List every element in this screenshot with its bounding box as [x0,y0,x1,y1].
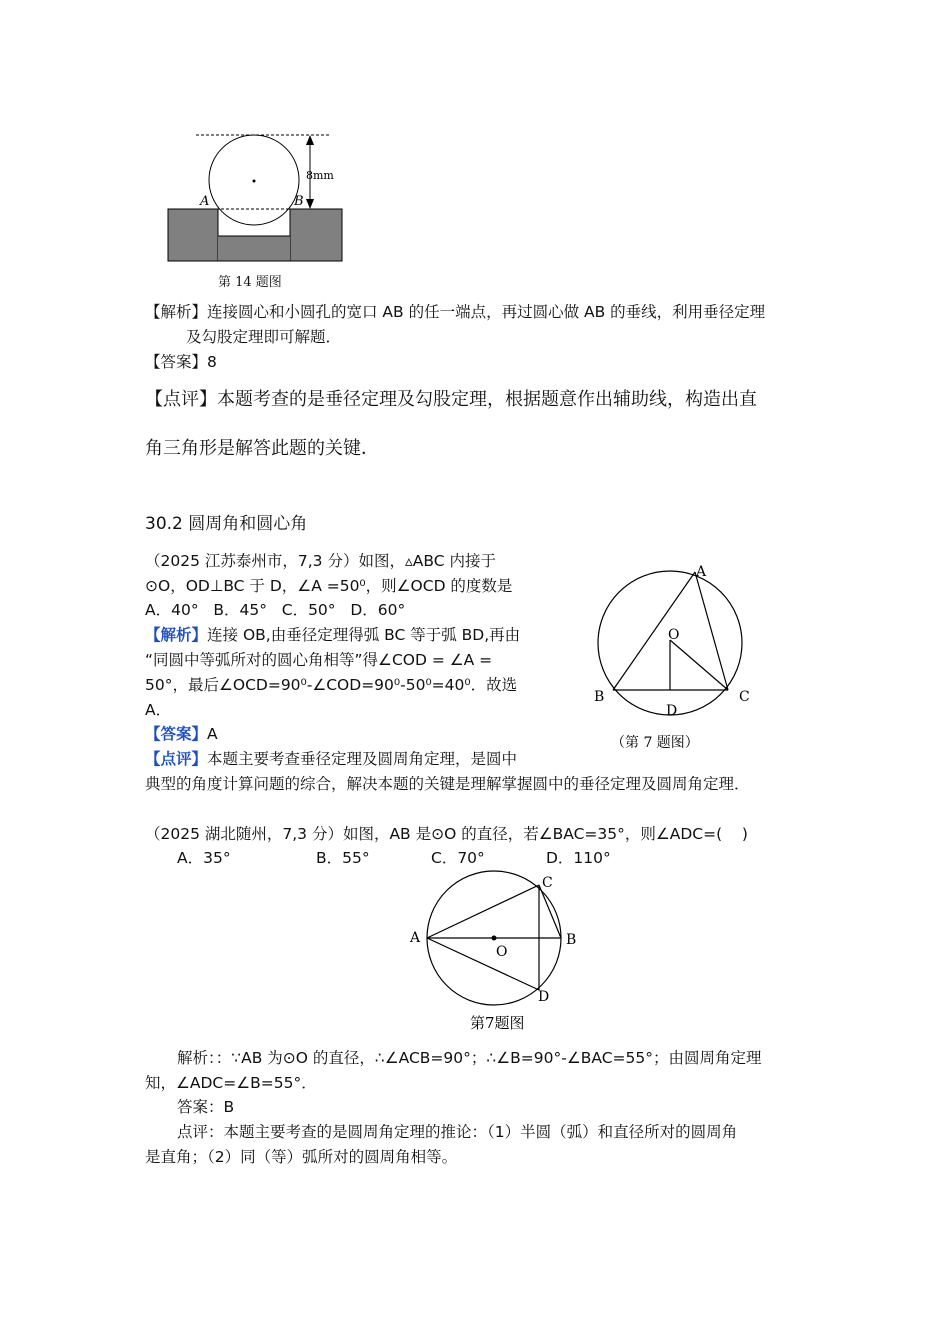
q7b-option-a: A．35° [177,849,231,867]
label-a: A [696,564,707,580]
analysis-tag: 【解析】 [145,626,208,644]
label-b: B [594,689,605,705]
figure-14-caption: 第 14 题图 [218,275,282,290]
q7a-stem-line-2: ⊙O，OD⊥BC 于 D，∠A =50⁰，则∠OCD 的度数是 [145,577,513,595]
answer-value: A [207,725,218,743]
comment-text: 本题主要考查垂径定理及圆周角定理，是圆中 [207,750,518,768]
label-b: B [566,932,577,948]
figure-7a-caption: （第 7 题图） [611,735,699,751]
q7a-analysis-line-1 [145,624,520,646]
q7b-option-c: C．70° [431,849,485,867]
q7b-stem: （2025 湖北随州，7,3 分）如图，AB 是⊙O 的直径，若∠BAC=35°，则∠ADC=( ) [145,825,748,843]
block-left [168,209,218,261]
q7b-analysis-cont: 知，∠ADC=∠B=55°． [145,1074,317,1092]
figure-14-diagram [160,125,360,265]
circle-center-dot [253,180,256,183]
q7a-answer [145,723,218,745]
q7a-comment [145,748,517,770]
q7b-comment: 点评：本题主要考查的是圆周角定理的推论：（1）半圆（弧）和直径所对的圆周角 [177,1123,738,1141]
block-bottom [218,235,290,261]
q14-analysis-cont: 及勾股定理即可解题． [186,328,342,346]
label-b: B [294,194,304,209]
dim-label: 8mm [306,169,334,182]
q7a-options: A．40° B．45° C．50° D．60° [145,601,406,619]
q7a-analysis-line-4: A． [145,701,172,719]
label-a: A [200,194,210,209]
q7b-option-d: D．110° [546,849,611,867]
q7a-comment-cont: 典型的角度计算问题的综合，解决本题的关键是理解掌握圆中的垂径定理及圆周角定理． [145,775,750,793]
figure-7b-caption: 第7题图 [470,1014,525,1032]
q7a-analysis-line-2: “同圆中等弧所对的圆心角相等”得∠COD = ∠A = [145,651,493,669]
section-title: 30.2 圆周角和圆心角 [145,514,308,534]
q7b-option-b: B．55° [316,849,370,867]
label-o: O [668,627,680,643]
label-o: O [496,944,508,960]
q14-comment: 【点评】本题考查的是垂径定理及勾股定理，根据题意作出辅助线，构造出直 [145,389,757,410]
answer-tag: 【答案】 [145,725,208,743]
center-dot [492,936,497,941]
q7a-stem-line-1: （2025 江苏泰州市，7,3 分）如图，▵ABC 内接于 [145,552,496,570]
q7a-analysis-line-3: 50°，最后∠OCD=90⁰-∠COD=90⁰-50⁰=40⁰．故选 [145,676,518,694]
q14-answer: 【答案】8 [145,353,217,371]
comment-tag: 【点评】 [145,750,208,768]
label-d: D [538,989,550,1005]
label-c: C [739,689,750,705]
figure-7a-diagram [585,560,765,760]
q7b-comment-cont: 是直角；（2）同（等）弧所对的圆周角相等。 [145,1148,458,1166]
q7b-answer: 答案：B [177,1098,235,1116]
block-right [290,209,342,261]
q7b-analysis: 解析：：∵AB 为⊙O 的直径，∴∠ACB=90°；∴∠B=90°-∠BAC=55°；由圆周角定理 [177,1049,762,1067]
q14-comment-cont: 角三角形是解答此题的关键． [145,438,379,459]
label-a: A [410,930,421,946]
figure-7b-diagram [400,868,590,1038]
q14-analysis: 【解析】连接圆心和小圆孔的宽口 AB 的任一端点，再过圆心做 AB 的垂线，利用垂径定理 [145,303,766,321]
label-c: C [542,875,553,891]
label-d: D [666,703,678,719]
analysis-text: 连接 OB,由垂径定理得弧 BC 等于弧 BD,再由 [207,626,521,644]
